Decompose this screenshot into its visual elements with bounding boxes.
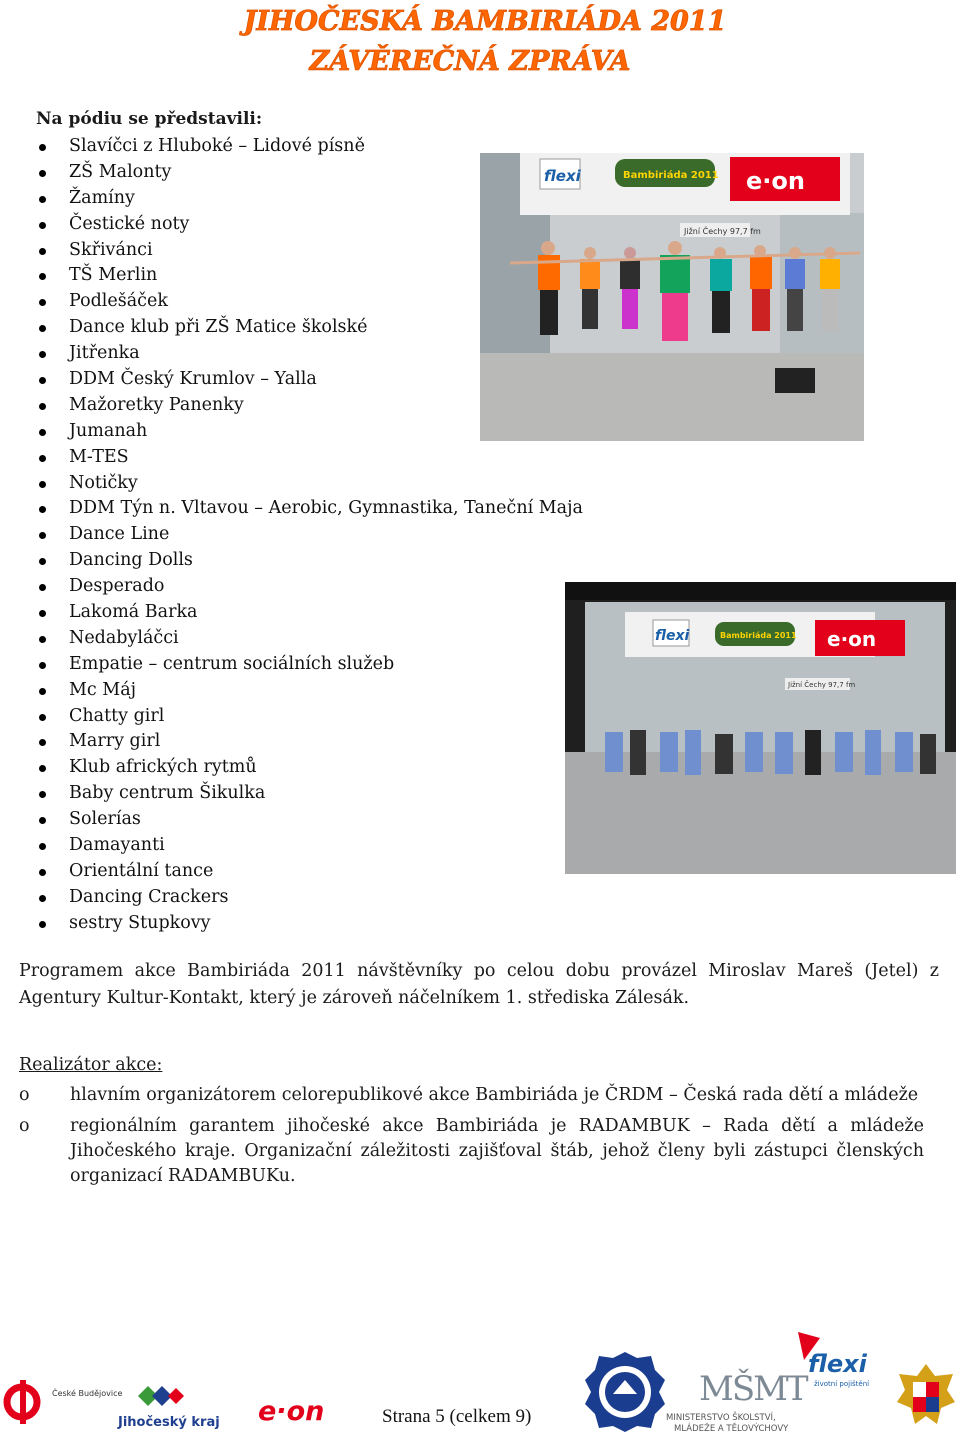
performer-item: Empatie – centrum sociálních služeb (36, 652, 736, 678)
eon-text: e·on (258, 1396, 325, 1427)
organizers-list (19, 1083, 924, 1195)
performer-item: TŠ Merlin (36, 263, 736, 289)
performer-item: DDM Český Krumlov – Yalla (36, 367, 736, 393)
crdm-logo (583, 1350, 667, 1434)
photo1-eon-text: e·on (746, 167, 805, 195)
performer-item: Dance Line (36, 522, 736, 548)
performer-item: Chatty girl (36, 704, 736, 730)
performer-item: Dancing Dolls (36, 548, 736, 574)
list-marker: o (19, 1116, 30, 1136)
performer-item: Nedabyláčci (36, 626, 736, 652)
fire-rescue-emblem (895, 1362, 957, 1432)
organizer-item (19, 1114, 924, 1189)
performer-item: M-TES (36, 445, 736, 471)
performer-item: Dance klub při ZŠ Matice školské (36, 315, 736, 341)
performer-item: Jitřenka (36, 341, 736, 367)
performer-item: Solerías (36, 807, 736, 833)
organizer-text: regionálním garantem jihočeské akce Bambiriáda je RADAMBUK – Rada dětí a mládeže Jihočeského kraje. Organizační záležitosti zajišťoval štáb, jehož členy byli zástupci členských organizací RADAMBUKu. (70, 1116, 924, 1186)
performer-item: Desperado (36, 574, 736, 600)
performer-item: Podlešáček (36, 289, 736, 315)
stage-photo-dancers (480, 153, 864, 441)
performer-item: Damayanti (36, 833, 736, 859)
page-number: Strana 5 (celkem 9) (382, 1406, 532, 1427)
msmt-mark: MŠMT (699, 1369, 807, 1409)
stage-photo-children (565, 582, 956, 874)
performer-item: Čestické noty (36, 212, 736, 238)
performer-item: sestry Stupkovy (36, 911, 736, 937)
photo1-bambiriada-text: Bambiriáda 2011 (623, 170, 719, 181)
msmt-logo (664, 1360, 814, 1434)
performer-item: Baby centrum Šikulka (36, 781, 736, 807)
photo1-stage-sign: Jižní Čechy 97,7 fm (684, 227, 761, 236)
performer-item: Klub afrických rytmů (36, 755, 736, 781)
jihocesky-kraj-text: Jihočeský kraj (118, 1415, 220, 1430)
performer-item: Jumanah (36, 419, 736, 445)
performer-item: Dancing Crackers (36, 885, 736, 911)
performers-heading: Na pódiu se představili: (36, 109, 263, 129)
flexi-sub: životní pojištění (814, 1380, 870, 1388)
document-title-line1: JIHOČESKÁ BAMBIRIÁDA 2011 (243, 6, 727, 37)
organizer-item (19, 1083, 924, 1108)
msmt-line1: MINISTERSTVO ŠKOLSTVÍ, (666, 1413, 776, 1423)
realizator-heading: Realizátor akce: (19, 1055, 163, 1075)
document-title-line2: ZÁVĚREČNÁ ZPRÁVA (309, 46, 631, 77)
performer-item: Mc Máj (36, 678, 736, 704)
photo2-stage-sign: Jižní Čechy 97,7 fm (788, 681, 856, 689)
performer-item: ZŠ Malonty (36, 160, 736, 186)
organizer-text: hlavním organizátorem celorepublikové akce Bambiriáda je ČRDM – Česká rada dětí a mládeže (70, 1085, 919, 1105)
performer-item: DDM Týn n. Vltavou – Aerobic, Gymnastika, Taneční Maja (36, 496, 736, 522)
budejovice-logo (2, 1372, 123, 1432)
photo1-flexi-text: flexi (544, 167, 581, 185)
flexi-text: flexi (808, 1350, 867, 1378)
performer-item: Lakomá Barka (36, 600, 736, 626)
photo2-eon-text: e·on (827, 627, 877, 651)
performer-item: Skřivánci (36, 238, 736, 264)
performer-item: Notičky (36, 471, 736, 497)
performer-item: Orientální tance (36, 859, 736, 885)
jihocesky-kraj-logo (118, 1382, 228, 1432)
budejovice-text: České Budějovice (52, 1389, 123, 1398)
program-paragraph: Programem akce Bambiriáda 2011 návštěvníky po celou dobu provázel Miroslav Mareš (Jetel) z Agentury Kultur-Kontakt, který je zároveň náčelníkem 1. střediska Zálesák. (19, 961, 939, 1008)
list-marker: o (19, 1085, 30, 1105)
performer-item: Žamíny (36, 186, 736, 212)
flexi-logo (796, 1330, 876, 1392)
performer-item: Slavíčci z Hluboké – Lidové písně (36, 134, 736, 160)
photo2-bambiriada-text: Bambiriáda 2011 (720, 631, 797, 640)
photo2-flexi-text: flexi (655, 628, 690, 644)
performer-item: Mažoretky Panenky (36, 393, 736, 419)
msmt-line2: MLÁDEŽE A TĚLOVÝCHOVY (674, 1424, 789, 1434)
performer-item: Marry girl (36, 729, 736, 755)
eon-logo (258, 1392, 338, 1426)
